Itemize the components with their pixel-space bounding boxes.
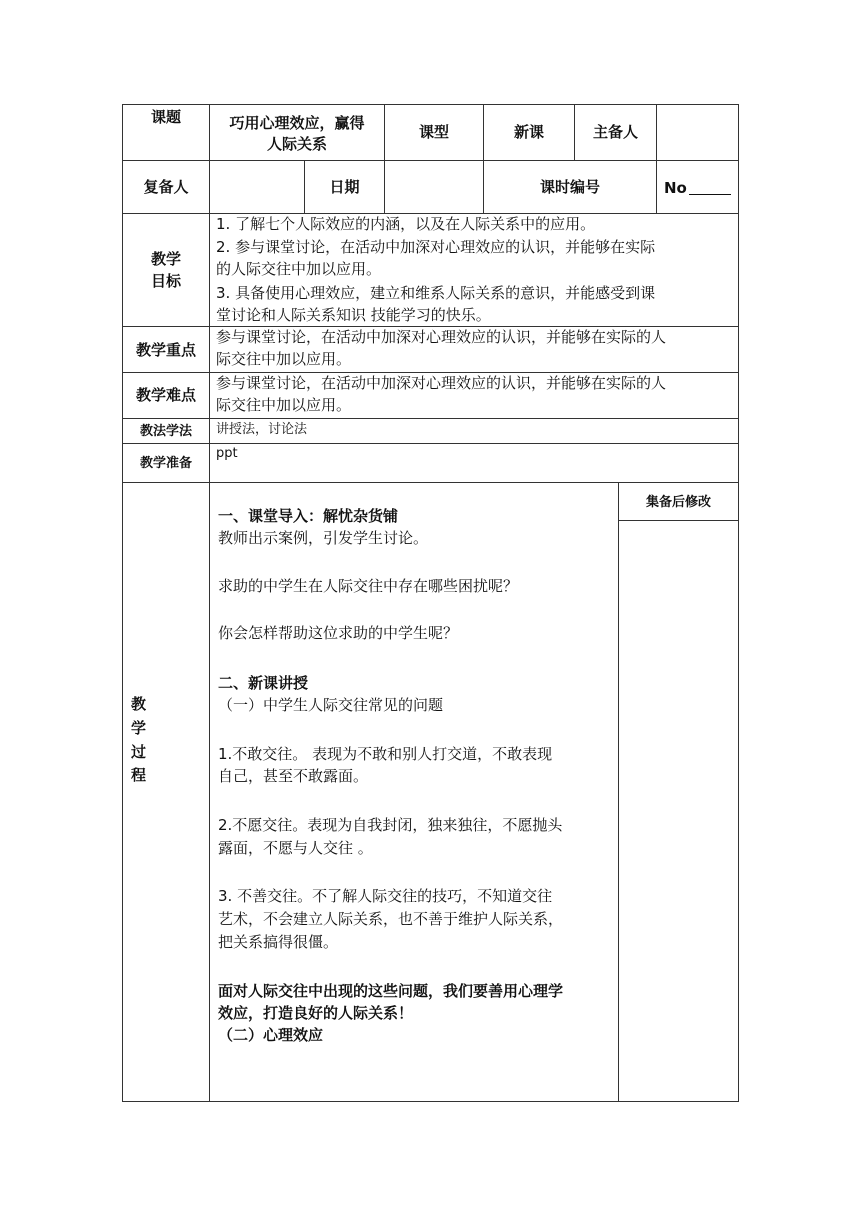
problem-item-3-line: 把关系搞得很僵。 [218, 933, 339, 951]
topic-value-line2: 人际关系 [266, 135, 327, 153]
methods-value: 讲授法，讨论法 [216, 422, 308, 437]
section1-title: 一、课堂导入：解忧杂货铺 [218, 507, 399, 525]
problem-item-2-line: 2.不愿交往。表现为自我封闭，独来独往，不愿抛头 [218, 816, 563, 834]
grid-line [618, 482, 619, 1102]
section2-title: 二、新课讲授 [218, 674, 309, 692]
difficulties-line: 参与课堂讨论，在活动中加深对心理效应的认识，并能够在实际的人 [216, 374, 667, 392]
main-preparer-label: 主备人 [592, 123, 638, 141]
process-label-char: 过 [131, 743, 147, 761]
preparation-label: 教学准备 [139, 456, 192, 471]
date-label: 日期 [329, 178, 360, 196]
lesson-type-value: 新课 [513, 123, 544, 141]
key-points-line: 参与课堂讨论，在活动中加深对心理效应的认识，并能够在实际的人 [216, 328, 667, 346]
lesson-number-underline [689, 180, 731, 195]
grid-line [384, 104, 385, 214]
grid-line [122, 482, 739, 483]
problem-item-1-line: 自己，甚至不敢露面。 [218, 767, 369, 785]
revision-column-header: 集备后修改 [645, 495, 711, 510]
lesson-number-label: 课时编号 [539, 178, 600, 196]
section1-line: 教师出示案例，引发学生讨论。 [218, 529, 429, 547]
grid-line [122, 443, 739, 444]
section1-line: 求助的中学生在人际交往中存在哪些困扰呢？ [218, 577, 519, 595]
goals-line: 2. 参与课堂讨论，在活动中加深对心理效应的认识，并能够在实际 [216, 238, 656, 256]
subsection2-title: （二）心理效应 [218, 1026, 324, 1044]
difficulties-line: 际交往中加以应用。 [216, 396, 352, 414]
co-preparer-label: 复备人 [143, 178, 189, 196]
goals-line: 的人际交往中加以应用。 [216, 260, 382, 278]
methods-label: 教法学法 [139, 424, 192, 439]
section1-line: 你会怎样帮助这位求助的中学生呢？ [218, 624, 459, 642]
goals-label-line1: 教学 [150, 250, 181, 268]
conclusion-line: 效应，打造良好的人际关系！ [218, 1004, 414, 1022]
grid-line [656, 104, 657, 214]
grid-line [122, 160, 739, 161]
problem-item-3-line: 3. 不善交往。不了解人际交往的技巧，不知道交往 [218, 887, 553, 905]
process-label-char: 程 [131, 766, 147, 784]
process-label-char: 教 [131, 695, 147, 713]
grid-line [618, 520, 739, 521]
problem-item-3-line: 艺术，不会建立人际关系，也不善于维护人际关系， [218, 910, 564, 928]
goals-line: 3. 具备使用心理效应，建立和维系人际关系的意识，并能感受到课 [216, 284, 656, 302]
problem-item-2-line: 露面，不愿与人交往 。 [218, 839, 373, 857]
process-label-char: 学 [131, 719, 147, 737]
subsection1-title: （一）中学生人际交往常见的问题 [218, 696, 444, 714]
grid-line [122, 1101, 739, 1102]
lesson-type-label: 课型 [418, 123, 449, 141]
conclusion-line: 面对人际交往中出现的这些问题，我们要善用心理学 [218, 982, 564, 1000]
preparation-value: ppt [216, 446, 238, 461]
key-points-label: 教学重点 [135, 341, 196, 359]
difficulties-label: 教学难点 [135, 386, 196, 404]
grid-line [738, 104, 739, 1102]
lesson-number-field [664, 178, 731, 199]
grid-line [122, 104, 739, 105]
goals-line: 1. 了解七个人际效应的内涵，以及在人际关系中的应用。 [216, 215, 596, 233]
problem-item-1-line: 1.不敢交往。 表现为不敢和别人打交道，不敢表现 [218, 745, 553, 763]
grid-line [122, 418, 739, 419]
goals-line: 堂讨论和人际关系知识 技能学习的快乐。 [216, 306, 491, 324]
goals-label-line2: 目标 [150, 272, 181, 290]
topic-value-line1: 巧用心理效应，赢得 [229, 114, 365, 132]
topic-label: 课题 [150, 108, 181, 126]
lesson-number-value: No [664, 179, 687, 197]
key-points-line: 际交往中加以应用。 [216, 350, 352, 368]
